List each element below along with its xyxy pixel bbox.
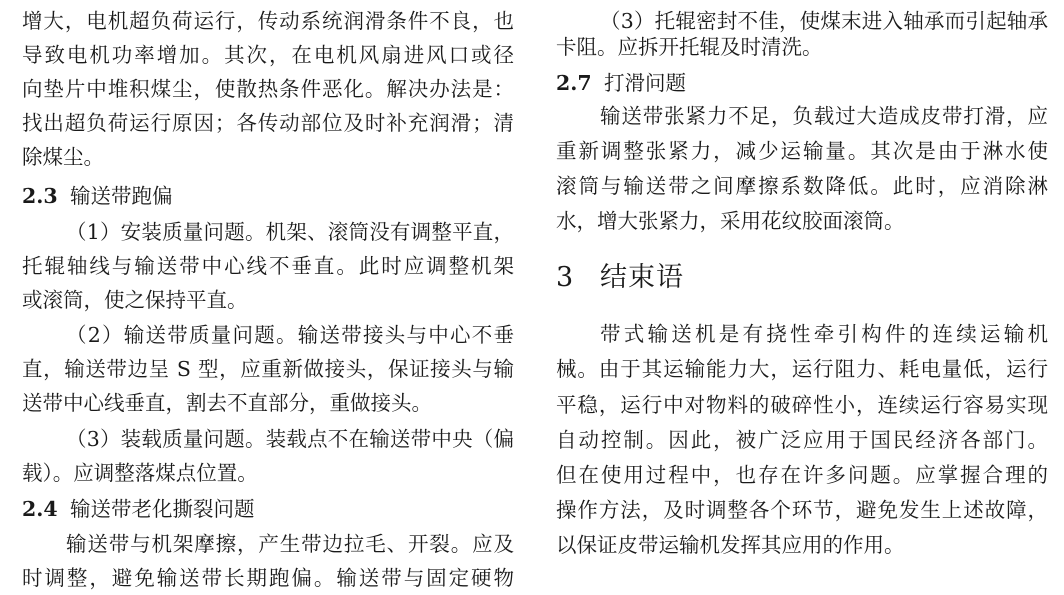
paragraph-line: 托辊轴线与输送带中心线不垂直。此时应调整机架	[22, 254, 514, 278]
paragraph-line: 带式输送机是有挠性牵引构件的连续运输机	[600, 322, 1048, 346]
section-number: 2.3	[22, 184, 58, 208]
paragraph-line: 直，输送带边呈 S 型，应重新做接头，保证接头与输	[22, 357, 514, 381]
paragraph-line: 或滚筒，使之保持平直。	[22, 288, 248, 312]
section-heading-2-7	[556, 66, 686, 100]
paragraph-line: 以保证皮带运输机发挥其应用的作用。	[556, 533, 905, 557]
paragraph-line: 自动控制。因此，被广泛应用于国民经济各部门。	[556, 428, 1048, 452]
section-title: 输送带老化撕裂问题	[70, 497, 255, 521]
section-title: 输送带跑偏	[70, 184, 173, 208]
paragraph-line: 输送带与机架摩擦，产生带边拉毛、开裂。应及	[66, 532, 514, 556]
paragraph-line: （3）托辊密封不佳，使煤末进入轴承而引起轴承	[600, 9, 1048, 33]
paragraph-line: （1）安装质量问题。机架、滚筒没有调整平直，	[66, 220, 514, 244]
paragraph-line: （3）装载质量问题。装载点不在输送带中央（偏	[66, 427, 514, 451]
paragraph-line: 向垫片中堆积煤尘，使散热条件恶化。解决办法是：	[22, 77, 514, 101]
section-number: 3	[556, 262, 574, 293]
paragraph-line: 送带中心线垂直，割去不直部分，重做接头。	[22, 391, 432, 415]
section-title: 打滑问题	[604, 71, 686, 95]
paragraph-line: 卡阻。应拆开托辊及时清洗。	[556, 35, 823, 59]
paragraph-line: （2）输送带质量问题。输送带接头与中心不垂	[66, 323, 514, 347]
paragraph-line: 载）。应调整落煤点位置。	[22, 461, 258, 485]
paragraph-line: 导致电机功率增加。其次，在电机风扇进风口或径	[22, 43, 514, 67]
section-number: 2.7	[556, 71, 592, 95]
paragraph-line: 除煤尘。	[22, 145, 104, 169]
section-heading-2-3	[22, 179, 173, 213]
paragraph-line: 但在使用过程中，也存在许多问题。应掌握合理的	[556, 463, 1048, 487]
paragraph-line: 重新调整张紧力，减少运输量。其次是由于淋水使	[556, 139, 1048, 163]
paragraph-line: 输送带张紧力不足，负载过大造成皮带打滑，应	[600, 104, 1048, 128]
section-heading-2-4	[22, 492, 255, 526]
section-number: 2.4	[22, 497, 58, 521]
paragraph-line: 滚筒与输送带之间摩擦系数降低。此时，应消除淋	[556, 174, 1048, 198]
paragraph-line: 水，增大张紧力，采用花纹胶面滚筒。	[556, 209, 905, 233]
paragraph-line: 械。由于其运输能力大，运行阻力、耗电量低，运行	[556, 357, 1048, 381]
section-title: 结束语	[600, 262, 684, 293]
paragraph-line: 平稳，运行中对物料的破碎性小，连续运行容易实现	[556, 393, 1048, 417]
paragraph-line: 增大，电机超负荷运行，传动系统润滑条件不良，也	[22, 9, 514, 33]
paragraph-line: 找出超负荷运行原因；各传动部位及时补充润滑；清	[22, 111, 514, 135]
paragraph-line: 操作方法，及时调整各个环节，避免发生上述故障，	[556, 498, 1048, 522]
section-heading-3	[556, 258, 684, 298]
paragraph-line: 时调整，避免输送带长期跑偏。输送带与固定硬物	[22, 566, 514, 590]
